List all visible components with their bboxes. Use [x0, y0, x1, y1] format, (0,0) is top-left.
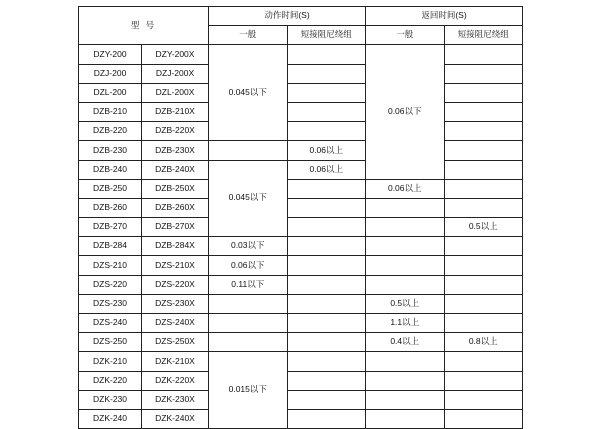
table-header	[79, 7, 523, 45]
cell-return-general: 1.1以上	[366, 314, 445, 333]
cell-operate-general: 0.03以下	[209, 237, 288, 256]
cell-operate-damping	[287, 275, 366, 294]
cell-operate-damping	[287, 352, 366, 371]
cell-return-damping	[444, 352, 523, 371]
cell-operate-damping	[287, 179, 366, 198]
cell-model-a: DZJ-200	[79, 64, 142, 83]
cell-return-general	[366, 275, 445, 294]
table-row	[79, 198, 523, 217]
cell-operate-general-merged-2: 0.045以下	[209, 160, 288, 237]
table-row	[79, 102, 523, 121]
table-row	[79, 141, 523, 160]
cell-operate-damping: 0.06以上	[287, 141, 366, 160]
header-operate-damping: 短接阻尼绕组	[287, 26, 366, 45]
cell-return-general: 0.4以上	[366, 333, 445, 352]
cell-operate-damping	[287, 83, 366, 102]
cell-model-b: DZS-220X	[142, 275, 209, 294]
cell-model-b: DZS-210X	[142, 256, 209, 275]
cell-model-b: DZB-270X	[142, 218, 209, 237]
table-row	[79, 64, 523, 83]
table-row	[79, 179, 523, 198]
cell-return-damping	[444, 179, 523, 198]
cell-return-damping	[444, 275, 523, 294]
table-row	[79, 390, 523, 409]
cell-operate-general-merged-3: 0.015以下	[209, 352, 288, 429]
specification-table	[78, 6, 523, 429]
cell-return-damping: 0.8以上	[444, 333, 523, 352]
header-return-damping: 短接阻尼绕组	[444, 26, 523, 45]
cell-operate-general	[209, 314, 288, 333]
cell-operate-damping	[287, 218, 366, 237]
table-row	[79, 371, 523, 390]
cell-return-damping	[444, 294, 523, 313]
cell-model-b: DZB-260X	[142, 198, 209, 217]
cell-operate-general-merged-1: 0.045以下	[209, 45, 288, 141]
cell-operate-damping	[287, 256, 366, 275]
cell-return-general-merged-1: 0.06以下	[366, 45, 445, 179]
cell-model-b: DZK-240X	[142, 409, 209, 428]
cell-model-b: DZS-250X	[142, 333, 209, 352]
header-row-top	[79, 7, 523, 26]
cell-model-b: DZB-220X	[142, 122, 209, 141]
cell-return-damping	[444, 198, 523, 217]
cell-model-a: DZB-220	[79, 122, 142, 141]
cell-return-damping	[444, 237, 523, 256]
cell-model-a: DZB-250	[79, 179, 142, 198]
cell-operate-damping	[287, 122, 366, 141]
cell-model-a: DZB-270	[79, 218, 142, 237]
cell-model-a: DZY-200	[79, 45, 142, 64]
table-row	[79, 333, 523, 352]
cell-return-general	[366, 352, 445, 371]
cell-return-damping	[444, 141, 523, 160]
header-return-time: 返回时间(S)	[366, 7, 523, 26]
cell-model-a: DZS-250	[79, 333, 142, 352]
cell-operate-general	[209, 141, 288, 160]
cell-return-damping	[444, 122, 523, 141]
cell-model-a: DZS-210	[79, 256, 142, 275]
cell-return-damping	[444, 371, 523, 390]
cell-model-b: DZK-220X	[142, 371, 209, 390]
cell-return-general	[366, 409, 445, 428]
table-row	[79, 294, 523, 313]
cell-model-a: DZL-200	[79, 83, 142, 102]
cell-operate-damping: 0.06以上	[287, 160, 366, 179]
cell-model-b: DZB-284X	[142, 237, 209, 256]
cell-operate-damping	[287, 198, 366, 217]
cell-return-general	[366, 237, 445, 256]
cell-model-a: DZS-220	[79, 275, 142, 294]
cell-model-b: DZB-240X	[142, 160, 209, 179]
table-row	[79, 352, 523, 371]
cell-operate-general	[209, 294, 288, 313]
cell-operate-damping	[287, 314, 366, 333]
cell-operate-damping	[287, 371, 366, 390]
cell-model-a: DZB-210	[79, 102, 142, 121]
cell-operate-damping	[287, 64, 366, 83]
cell-return-damping	[444, 390, 523, 409]
cell-operate-general: 0.06以下	[209, 256, 288, 275]
cell-model-b: DZY-200X	[142, 45, 209, 64]
cell-return-damping	[444, 256, 523, 275]
cell-operate-general	[209, 333, 288, 352]
table-row	[79, 409, 523, 428]
table-body	[79, 45, 523, 429]
cell-model-a: DZB-260	[79, 198, 142, 217]
cell-return-general	[366, 198, 445, 217]
cell-return-general: 0.06以上	[366, 179, 445, 198]
cell-model-b: DZL-200X	[142, 83, 209, 102]
cell-model-b: DZK-210X	[142, 352, 209, 371]
cell-model-b: DZB-210X	[142, 102, 209, 121]
cell-operate-damping	[287, 409, 366, 428]
cell-model-a: DZB-284	[79, 237, 142, 256]
cell-return-damping	[444, 314, 523, 333]
table-row	[79, 160, 523, 179]
cell-model-a: DZK-230	[79, 390, 142, 409]
cell-return-damping	[444, 102, 523, 121]
table-row	[79, 256, 523, 275]
cell-return-damping	[444, 83, 523, 102]
cell-operate-damping	[287, 333, 366, 352]
cell-return-damping	[444, 160, 523, 179]
cell-model-b: DZS-230X	[142, 294, 209, 313]
table-row	[79, 237, 523, 256]
cell-return-general	[366, 256, 445, 275]
cell-return-general	[366, 390, 445, 409]
cell-model-a: DZB-230	[79, 141, 142, 160]
cell-model-a: DZB-240	[79, 160, 142, 179]
cell-operate-damping	[287, 45, 366, 64]
cell-model-b: DZB-250X	[142, 179, 209, 198]
cell-return-damping	[444, 45, 523, 64]
cell-return-damping: 0.5以上	[444, 218, 523, 237]
cell-model-b: DZJ-200X	[142, 64, 209, 83]
cell-model-a: DZS-240	[79, 314, 142, 333]
table-row	[79, 45, 523, 64]
cell-operate-damping	[287, 102, 366, 121]
cell-operate-general: 0.11以下	[209, 275, 288, 294]
cell-operate-damping	[287, 294, 366, 313]
header-return-general: 一般	[366, 26, 445, 45]
cell-return-damping	[444, 64, 523, 83]
table-row	[79, 275, 523, 294]
cell-operate-damping	[287, 390, 366, 409]
cell-operate-damping	[287, 237, 366, 256]
cell-return-general	[366, 218, 445, 237]
cell-model-a: DZK-220	[79, 371, 142, 390]
cell-model-b: DZS-240X	[142, 314, 209, 333]
cell-return-general: 0.5以上	[366, 294, 445, 313]
header-operate-time: 动作时间(S)	[209, 7, 366, 26]
cell-return-general	[366, 371, 445, 390]
table-row	[79, 218, 523, 237]
table-row	[79, 83, 523, 102]
cell-model-a: DZK-240	[79, 409, 142, 428]
cell-model-b: DZK-230X	[142, 390, 209, 409]
cell-return-damping	[444, 409, 523, 428]
cell-model-b: DZB-230X	[142, 141, 209, 160]
cell-model-a: DZK-210	[79, 352, 142, 371]
table-row	[79, 122, 523, 141]
header-model: 型 号	[79, 7, 209, 45]
cell-model-a: DZS-230	[79, 294, 142, 313]
table-row	[79, 314, 523, 333]
header-operate-general: 一般	[209, 26, 288, 45]
